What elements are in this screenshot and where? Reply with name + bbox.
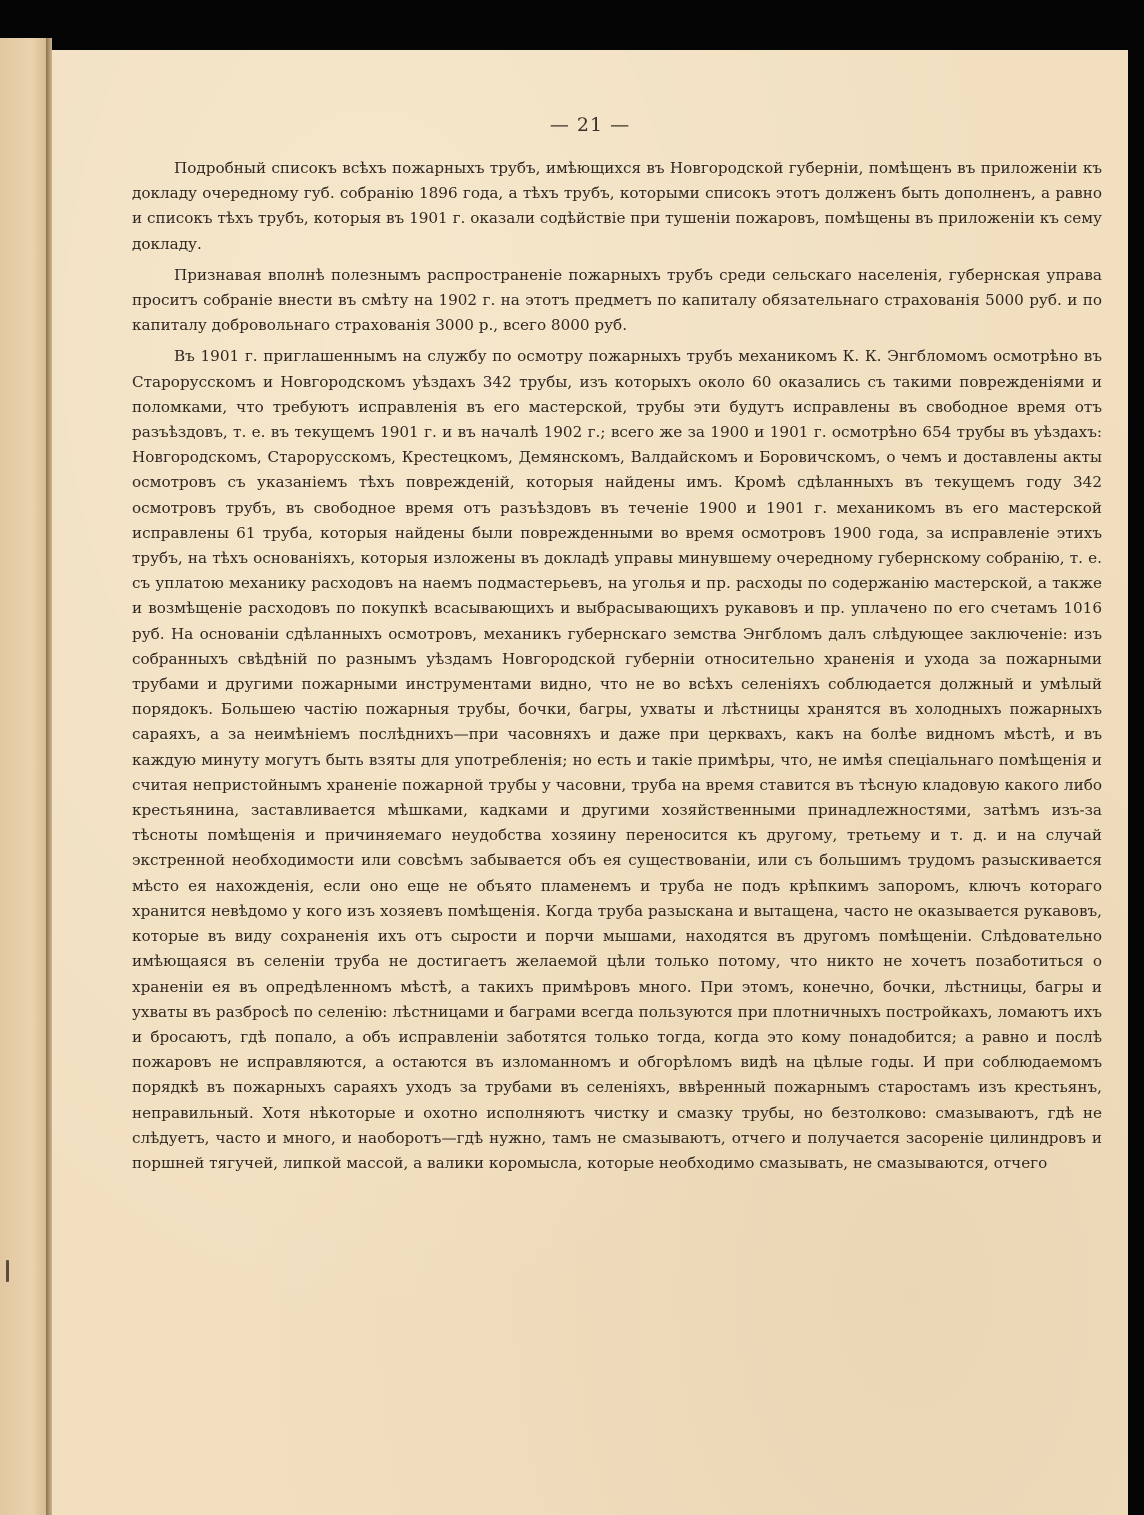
paragraph: Въ 1901 г. приглашеннымъ на службу по осмотру пожарныхъ трубъ механикомъ К. К. Энгбломомъ осмотрѣно въ Старорусскомъ и Новгородскомъ уѣздахъ 342 трубы, изъ которыхъ около 60 оказались съ такими поврежденіями и поломками, что требуютъ исправленія въ его мастерской, трубы эти будутъ исправлены въ свободное время отъ разъѣздовъ, т. е. въ текущемъ 1901 г. и въ началѣ 1902 г.; всего же за 1900 и 1901 г. осмотрѣно 654 трубы въ уѣздахъ: Новгородскомъ, Старорусскомъ, Крестецкомъ, Демянскомъ, Валдайскомъ и Боровичскомъ, о чемъ и доставлены акты осмотровъ съ указаніемъ тѣхъ повреждeній, которыя найдены имъ. Кромѣ сдѣланныхъ въ текущемъ году 342 осмотровъ трубъ, въ свободное время отъ разъѣздовъ въ теченіе 1900 и 1901 г. механикомъ въ его мастерской исправлены 61 труба, которыя найдены были поврежденными во время осмотровъ 1900 года, за исправленіе этихъ трубъ, на тѣхъ основаніяхъ, которыя изложены въ докладѣ управы минувшему очередному губернскому собранію, т. е. съ уплатою механику расходовъ на наемъ подмастерьевъ, на уголья и пр. расходы по содержанію мастерской, а также и возмѣщеніе расходовъ по покупкѣ всасывающихъ и выбрасывающихъ рукавовъ и пр. уплачено по его счетамъ 1016 руб. На основаніи сдѣланныхъ осмотровъ, механикъ губернскаго земства Энгбломъ далъ слѣдующее заключеніе: изъ собранныхъ свѣдѣній по разнымъ уѣздамъ Новгородской губерніи относительно храненія и ухода за пожарными трубами и другими пожарными инструментами видно, что не во всѣхъ селеніяхъ соблюдается должный и умѣлый порядокъ. Большею частію пожарныя трубы, бочки, багры, ухваты и лѣстницы хранятся въ холодныхъ пожарныхъ сараяхъ, а за неимѣніемъ послѣднихъ—при часовняхъ и даже при церквахъ, какъ на болѣе видномъ мѣстѣ, и въ каждую минуту могутъ быть взяты для употребленія; но есть и такіе примѣры, что, не имѣя спеціальнаго помѣщенія и считая непристойнымъ храненіе пожарной трубы у часовни, труба на время ставится въ тѣсную кладовую какого либо крестьянина, заставливается мѣшками, кадками и другими хозяйственными принадлежностями, затѣмъ изъ-за тѣсноты помѣщенія и причиняемаго неудобства хозяину переносится къ другому, третьему и т. д. и на случай экстренной необходимости или совсѣмъ забывается объ ея существованіи, или съ большимъ трудомъ разыскивается мѣсто ея нахожденія, если оно еще не объято пламенемъ и труба не подъ крѣпкимъ запоромъ, ключъ котораго хранится невѣдомо у кого изъ хозяевъ помѣщенія. Когда труба разыскана и вытащена, часто не оказывается рукавовъ, которые въ виду сохраненія ихъ отъ сырости и порчи мышами, находятся въ другомъ помѣщеніи. Слѣдовательно имѣющаяся въ селеніи труба не достигаетъ желаемой цѣли только потому, что никто не хочетъ позаботиться о храненіи ея въ опредѣленномъ мѣстѣ, а такихъ примѣровъ много. При этомъ, конечно, бочки, лѣстницы, багры и ухваты въ разбросѣ по селенію: лѣстницами и баграми всегда пользуются при плотничныхъ постройкахъ, ломаютъ ихъ и бросаютъ, гдѣ попало, а объ исправленіи заботятся только тогда, когда это кому понадобится; а равно и послѣ пожаровъ не исправляются, а остаются въ изломанномъ и обгорѣломъ видѣ на цѣлые годы. И при соблюдаемомъ порядкѣ въ пожарныхъ сараяхъ уходъ за трубами въ селеніяхъ, ввѣренный пожарнымъ старостамъ изъ крестьянъ, неправильный. Хотя нѣкоторые и охотно исполняютъ чистку и смазку трубы, но безтолково: смазываютъ, гдѣ не слѣдуетъ, часто и много, и наоборотъ—гдѣ нужно, тамъ не смазываютъ, отчего и получается засореніе цилиндровъ и поршней тягучей, липкой массой, а валики коромысла, которые необходимо смазывать, не смазываются, отчего [132, 347, 1102, 1172]
body-text [132, 156, 1102, 1176]
paragraph: Признавая вполнѣ полезнымъ распространеніе пожарныхъ трубъ среди сельскаго населенія, губернская управа проситъ собраніе внести въ смѣту на 1902 г. на этотъ предметъ по капиталу обязательнаго страхованія 5000 руб. и по капиталу добровольнаго страхованія 3000 р., всего 8000 руб. [132, 265, 1102, 335]
left-page-edge [0, 38, 46, 1515]
margin-mark [6, 1260, 9, 1282]
paragraph: Подробный списокъ всѣхъ пожарныхъ трубъ, имѣющихся въ Новгородской губерніи, помѣщенъ въ приложеніи къ докладу очередному губ. собранію 1896 года, а тѣхъ трубъ, которыми списокъ этотъ долженъ быть дополненъ, а равно и списокъ тѣхъ трубъ, которыя въ 1901 г. оказали содѣйствіе при тушеніи пожаровъ, помѣщены въ приложеніи къ сему докладу. [132, 159, 1102, 253]
document-page [52, 50, 1128, 1515]
page-number: — 21 — [549, 114, 631, 136]
scan-border-right [1128, 40, 1144, 1515]
